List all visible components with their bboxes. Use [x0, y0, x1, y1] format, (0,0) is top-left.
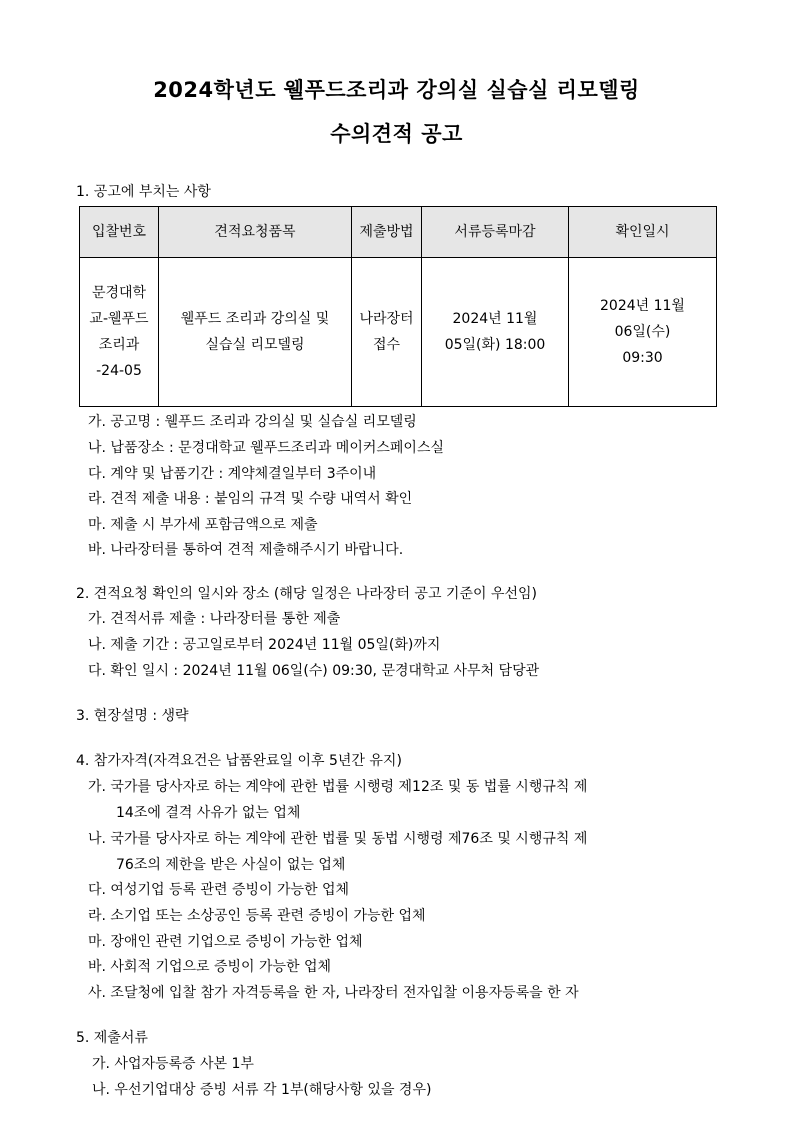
- cell-text: 조리과: [98, 337, 140, 353]
- cell-text: 문경대학: [91, 285, 147, 301]
- cell-confirm: [569, 258, 717, 407]
- list-item: 나. 국가를 당사자로 하는 계약에 관한 법률 및 동법 시행령 제76조 및 시행규칙 제: [88, 831, 588, 847]
- list-item: 가. 견적서류 제출 : 나라장터를 통한 제출: [88, 611, 341, 627]
- list-item: 사. 조달청에 입찰 참가 자격등록을 한 자, 나라장터 전자입찰 이용자등록을 한 자: [88, 985, 579, 1001]
- table-row: [80, 258, 717, 407]
- cell-text: 05일(화) 18:00: [444, 337, 546, 353]
- list-item: 나. 납품장소 : 문경대학교 웰푸드조리과 메이커스페이스실: [88, 440, 444, 456]
- cell-text: -24-05: [96, 363, 142, 379]
- cell-bid-number: [80, 258, 159, 407]
- cell-text: 교-웰푸드: [89, 311, 149, 327]
- list-item: 바. 사회적 기업으로 증빙이 가능한 업체: [88, 959, 332, 975]
- list-item: 바. 나라장터를 통하여 견적 제출해주시기 바랍니다.: [88, 542, 404, 558]
- bid-table: [79, 206, 717, 407]
- header-deadline: 서류등록마감: [422, 207, 569, 258]
- cell-method: [352, 258, 422, 407]
- header-item: 견적요청품목: [159, 207, 352, 258]
- cell-text: 접수: [372, 337, 401, 353]
- bid-table-header-row: [80, 207, 717, 258]
- header-bid-number: 입찰번호: [80, 207, 159, 258]
- list-item: 가. 공고명 : 웰푸드 조리과 강의실 및 실습실 리모델링: [88, 414, 417, 430]
- list-item: 나. 제출 기간 : 공고일로부터 2024년 11월 05일(화)까지: [88, 637, 441, 653]
- cell-text: 나라장터: [359, 311, 414, 327]
- list-item: 라. 소기업 또는 소상공인 등록 관련 증빙이 가능한 업체: [88, 908, 426, 924]
- list-item: 라. 견적 제출 내용 : 붙임의 규격 및 수량 내역서 확인: [88, 491, 413, 507]
- section-1-heading: 1. 공고에 부치는 사항: [76, 184, 211, 200]
- section-3-heading: 3. 현장설명 : 생략: [76, 708, 189, 724]
- list-item: 다. 계약 및 납품기간 : 계약체결일부터 3주이내: [88, 466, 377, 482]
- section-5-heading: 5. 제출서류: [76, 1030, 148, 1046]
- cell-text: 2024년 11월: [600, 298, 685, 314]
- list-item: 다. 여성기업 등록 관련 증빙이 가능한 업체: [88, 882, 350, 898]
- list-item-continued: 76조의 제한을 받은 사실이 없는 업체: [116, 857, 346, 873]
- list-item: 마. 제출 시 부가세 포함금액으로 제출: [88, 517, 318, 533]
- cell-deadline: [422, 258, 569, 407]
- cell-text: 웰푸드 조리과 강의실 및: [180, 311, 330, 327]
- list-item-continued: 14조에 결격 사유가 없는 업체: [116, 805, 301, 821]
- cell-text: 06일(수): [614, 324, 671, 340]
- cell-item: [159, 258, 352, 407]
- document-subtitle: 수의견적 공고: [330, 122, 463, 146]
- cell-text: 09:30: [622, 350, 663, 366]
- document-title: 2024학년도 웰푸드조리과 강의실 실습실 리모델링: [153, 78, 640, 102]
- header-confirm: 확인일시: [569, 207, 717, 258]
- list-item: 마. 장애인 관련 기업으로 증빙이 가능한 업체: [88, 934, 363, 950]
- list-item: 가. 사업자등록증 사본 1부: [92, 1056, 254, 1072]
- list-item: 다. 확인 일시 : 2024년 11월 06일(수) 09:30, 문경대학교 사무처 담당관: [88, 663, 540, 679]
- cell-text: 실습실 리모델링: [205, 337, 305, 353]
- list-item: 가. 국가를 당사자로 하는 계약에 관한 법률 시행령 제12조 및 동 법률 시행규칙 제: [88, 779, 588, 795]
- header-method: 제출방법: [352, 207, 422, 258]
- section-2-heading: 2. 견적요청 확인의 일시와 장소 (해당 일정은 나라장터 공고 기준이 우선임): [76, 586, 537, 602]
- cell-text: 2024년 11월: [452, 311, 538, 327]
- section-4-heading: 4. 참가자격(자격요건은 납품완료일 이후 5년간 유지): [76, 753, 402, 769]
- list-item: 나. 우선기업대상 증빙 서류 각 1부(해당사항 있을 경우): [92, 1082, 432, 1098]
